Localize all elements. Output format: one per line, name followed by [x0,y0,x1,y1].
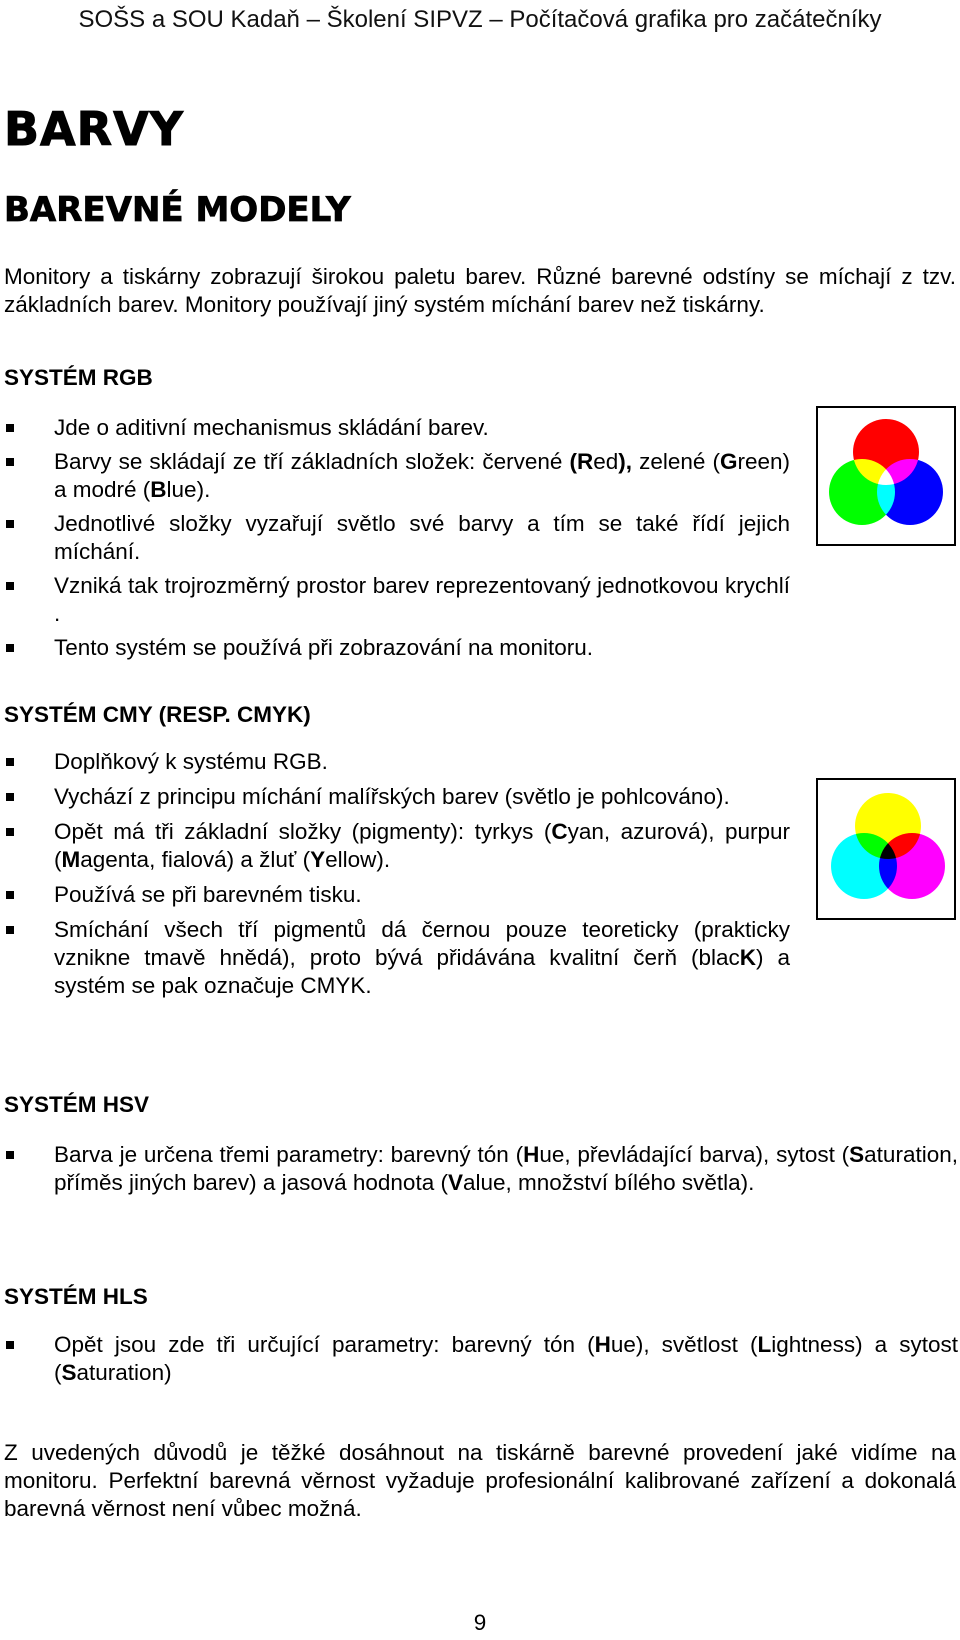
rgb-bullet-item [0,572,790,628]
bullet-marker [6,828,14,836]
bullet-text: Vzniká tak trojrozměrný prostor barev reprezentovaný jednotkovou krychlí . [54,573,790,626]
hls-bullet-item [0,1331,958,1387]
rgb-heading: SYSTÉM RGB [4,365,153,390]
rgb-bullet-item [0,414,790,442]
page-title: BARVY [4,102,184,156]
hsv-bullet-item [0,1141,958,1197]
cmy-bullet-item [0,916,790,1000]
page-header: SOŠS a SOU Kadaň – Školení SIPVZ – Počítačová grafika pro začátečníky [78,6,882,33]
bullet-marker [6,644,14,652]
bullet-marker [6,458,14,466]
bullet-marker [6,1341,14,1349]
section-title: BAREVNÉ MODELY [4,190,351,230]
bullet-text: Opět jsou zde tři určující parametry: barevný tón (Hue), světlost (Lightness) a sytost (Saturation) [54,1332,958,1385]
cmy-bullet-list [0,748,790,1000]
bullet-text: Používá se při barevném tisku. [54,882,362,907]
cmy-heading: SYSTÉM CMY (RESP. CMYK) [4,702,311,727]
hls-heading: SYSTÉM HLS [4,1284,148,1309]
bullet-text: Doplňkový k systému RGB. [54,749,328,774]
cmy-bullet-item [0,748,790,776]
bullet-marker [6,758,14,766]
rgb-bullet-item [0,510,790,566]
bullet-text: Barva je určena třemi parametry: barevný tón (Hue, převládající barva), sytost (Saturation, příměs jiných barev) a jasová hodnota (Value, množství bílého světla). [54,1142,958,1195]
intro-paragraph: Monitory a tiskárny zobrazují širokou paletu barev. Různé barevné odstíny se míchají z tzv. základních barev. Monitory používají jiný systém míchání barev než tiskárny. [4,264,956,317]
cmy-bullet-item [0,783,790,811]
closing-paragraph: Z uvedených důvodů je těžké dosáhnout na tiskárně barevné provedení jaké vidíme na monitoru. Perfektní barevná věrnost vyžaduje profesionální kalibrované zařízení a dokonalá barevná věrnost není vůbec možná. [4,1440,956,1521]
cmy-bullet-item [0,881,790,909]
bullet-marker [6,582,14,590]
bullet-text: Opět má tři základní složky (pigmenty): tyrkys (Cyan, azurová), purpur (Magenta, fialová) a žluť (Yellow). [54,819,790,872]
cmy-bullet-item [0,818,790,874]
hsv-bullet-list [0,1141,958,1197]
rgb-venn-diagram [818,408,954,544]
bullet-marker [6,424,14,432]
page-number: 9 [473,1610,487,1635]
bullet-text: Barvy se skládají ze tří základních složek: červené (Red), zelené (Green) a modré (Blue). [54,449,790,502]
hsv-heading: SYSTÉM HSV [4,1092,150,1117]
rgb-venn-figure [816,406,956,546]
bullet-text: Jde o aditivní mechanismus skládání barev. [54,415,489,440]
rgb-bullet-item [0,448,790,504]
bullet-marker [6,793,14,801]
bullet-text: Jednotlivé složky vyzařují světlo své barvy a tím se také řídí jejich míchání. [54,511,790,564]
bullet-text: Vychází z principu míchání malířských barev (světlo je pohlcováno). [54,784,730,809]
hls-bullet-list [0,1331,958,1387]
blue-circle [877,459,943,525]
rgb-bullet-item [0,634,790,662]
bullet-marker [6,520,14,528]
rgb-bullet-list [0,414,790,662]
bullet-text: Smíchání všech tří pigmentů dá černou pouze teoreticky (prakticky vznikne tmavě hnědá), proto bývá přidávána kvalitní čerň (blacK) a systém se pak označuje CMYK. [54,917,790,998]
bullet-marker [6,926,14,934]
magenta-circle [879,833,945,899]
cmy-venn-diagram [818,780,954,918]
cmy-venn-figure [816,778,956,920]
bullet-marker [6,891,14,899]
bullet-marker [6,1151,14,1159]
bullet-text: Tento systém se používá při zobrazování na monitoru. [54,635,594,660]
